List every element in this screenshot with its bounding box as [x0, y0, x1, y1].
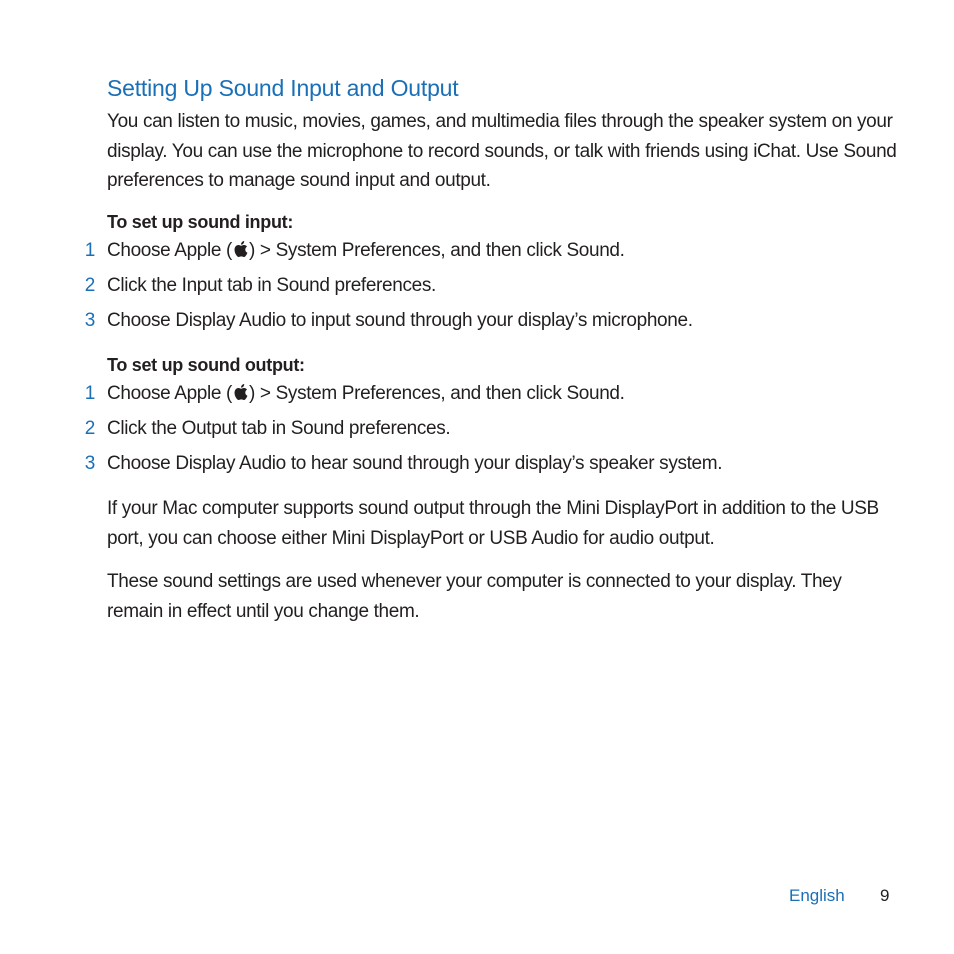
step-number: 1: [84, 383, 96, 404]
output-step-3: [0, 453, 954, 479]
settings-note-paragraph: These sound settings are used whenever your computer is connected to your display. They remain in effect until you change them.: [107, 571, 842, 622]
output-step-1: [0, 383, 954, 409]
step-text: Choose Display Audio to input sound through your display’s microphone.: [107, 310, 693, 331]
input-step-1: [0, 240, 954, 266]
step-number: 3: [84, 453, 96, 474]
step-text: Click the Input tab in Sound preferences.: [107, 275, 436, 296]
footer-language: English: [789, 886, 845, 905]
apple-icon: [233, 383, 248, 401]
output-step-2: [0, 418, 954, 444]
input-subheading: To set up sound input:: [107, 212, 294, 232]
step-text-before: Choose Apple (: [107, 383, 233, 404]
step-number: 2: [84, 418, 96, 439]
page-number: 9: [880, 886, 890, 905]
intro-paragraph: You can listen to music, movies, games, and multimedia files through the speaker system on your display. You can use the microphone to record sounds, or talk with friends using iChat. Use Sound preferences to manage sound input and output.: [107, 111, 897, 191]
section-heading: Setting Up Sound Input and Output: [107, 75, 459, 101]
usb-note-paragraph: If your Mac computer supports sound output through the Mini DisplayPort in addition to the USB port, you can choose either Mini DisplayPort or USB Audio for audio output.: [107, 498, 879, 549]
step-text-after: ) > System Preferences, and then click Sound.: [249, 383, 625, 404]
step-text: Choose Display Audio to hear sound through your display’s speaker system.: [107, 453, 723, 474]
step-number: 1: [84, 240, 96, 261]
step-number: 2: [84, 275, 96, 296]
input-step-3: [0, 310, 954, 336]
output-subheading: To set up sound output:: [107, 355, 305, 375]
input-step-2: [0, 275, 954, 301]
step-text-before: Choose Apple (: [107, 240, 233, 261]
apple-icon: [233, 240, 248, 258]
step-text-after: ) > System Preferences, and then click Sound.: [249, 240, 625, 261]
step-number: 3: [84, 310, 96, 331]
step-text: [107, 240, 625, 262]
step-text: Click the Output tab in Sound preferences.: [107, 418, 451, 439]
step-text: [107, 383, 625, 405]
